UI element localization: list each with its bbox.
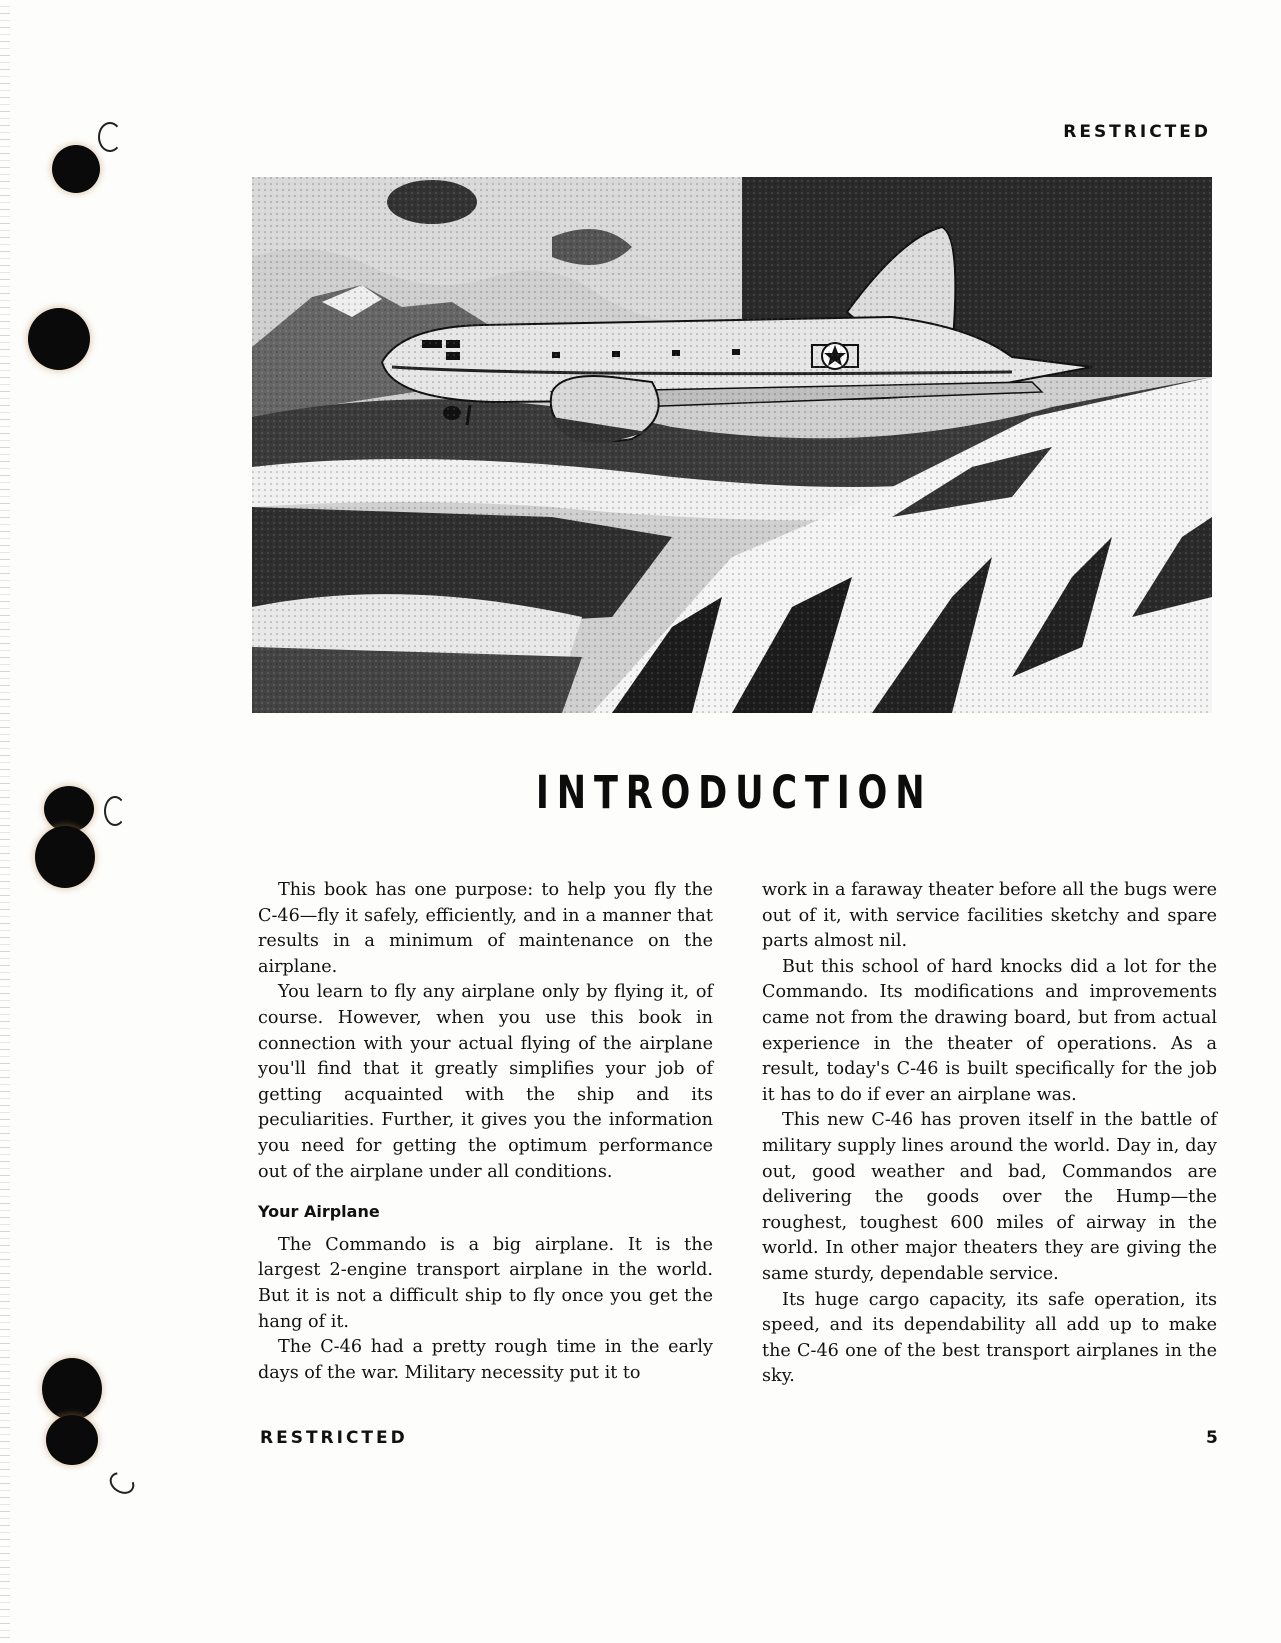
page-title: INTRODUCTION [536,766,933,819]
punch-hole-3b [35,826,95,888]
page-number: 5 [1206,1428,1218,1448]
punch-hole-1 [52,145,100,193]
paragraph: The Commando is a big airplane. It is the largest 2-engine transport airplane in the world. But it is not a difficult ship to fly once you get the hang of it. [258,1234,713,1332]
paragraph: But this school of hard knocks did a lot for the Commando. Its modifications and improvements came not from the drawing board, but from actual experience in the theater of operations. As a result, today's C-46 is built specifically for the job it has to do if ever an airplane was. [762,956,1217,1105]
punch-hole-2 [28,308,90,370]
airplane-mountain-drawing [252,177,1212,713]
footer-restricted-marker: RESTRICTED [260,1428,408,1448]
punch-hole-4b [46,1415,98,1465]
header-restricted-marker: RESTRICTED [1063,122,1211,142]
section-heading-your-airplane: Your Airplane [258,1202,380,1222]
paragraph: You learn to fly any airplane only by flying it, of course. However, when you use this book in connection with your actual flying of the airplane you'll find that it greatly simplifies your job of getting acquainted with the ship and its peculiarities. Further, it gives you the information you need for getting the optimum performance out of the airplane under all conditions. [258,982,713,1182]
punch-arc-artifact-3 [106,1468,139,1498]
scan-edge-artifact [0,0,10,1643]
paragraph: Its huge cargo capacity, its safe operation, its speed, and its dependability all add up to make the C-46 one of the best transport airplanes in the sky. [762,1289,1217,1387]
c46-illustration [252,177,1212,713]
paragraph-continuation: work in a faraway theater before all the bugs were out of it, with service facilities sketchy and spare parts almost nil. [762,880,1217,952]
paragraph: This new C-46 has proven itself in the battle of military supply lines around the world. Day in, day out, good weather and bad, Commandos are delivering the goods over the Hump—the roughest, toughest 600 miles of airway in the world. In other major theaters they are giving the same sturdy, dependable service. [762,1110,1217,1284]
page-title-container [0,766,1281,819]
right-column [762,878,1217,1390]
left-column [258,878,713,1386]
punch-arc-artifact-1 [98,122,122,152]
punch-hole-4a [42,1358,102,1420]
paragraph: The C-46 had a pretty rough time in the early days of the war. Military necessity put it to [258,1337,713,1383]
paragraph: This book has one purpose: to help you fly the C-46—fly it safely, efficiently, and in a manner that results in a minimum of maintenance on the airplane. [258,880,713,977]
